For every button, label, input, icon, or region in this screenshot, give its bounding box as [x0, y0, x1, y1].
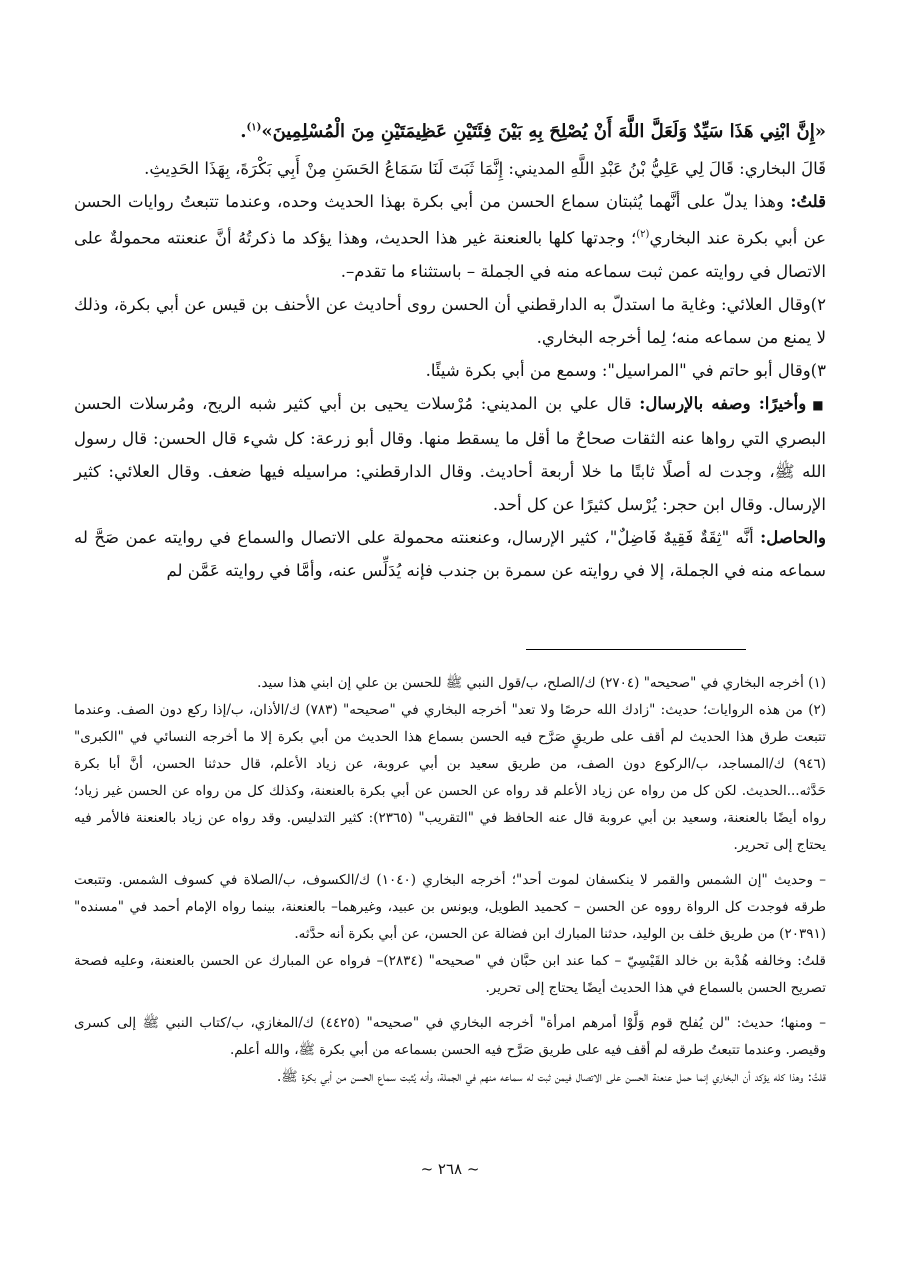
hadith-text: «إِنَّ ابْنِي هَذَا سَيِّدٌ وَلَعَلَّ اللَّهَ أَنْ يُصْلِحَ بِهِ بَيْنَ فِئَتَيْنِ عَظِيمَتَيْنِ مِنَ الْمُسْلِمِينَ» — [261, 121, 826, 142]
footnotes — [74, 670, 826, 1091]
main-text — [74, 108, 826, 587]
hadith-title: «إِنَّ ابْنِي هَذَا سَيِّدٌ وَلَعَلَّ اللَّهَ أَنْ يُصْلِحَ بِهِ بَيْنَ فِئَتَيْنِ عَظِيمَتَيْنِ مِنَ الْمُسْلِمِينَ»$^{(١)}$. — [240, 121, 826, 142]
paragraph-3: ٣)وقال أبو حاتم في "المراسيل": وسمع من أبي بكرة شيئًا. — [425, 360, 826, 380]
bullet-square-icon: ■ — [812, 397, 826, 412]
footnote-1: (١) أخرجه البخاري في "صحيحه" (٢٧٠٤) ك/الصلح، ب/قول النبي ﷺ للحسن بن علي إن ابني هذا سيد. — [257, 675, 826, 691]
footnote-2-b: – وحديث "إن الشمس والقمر لا ينكسفان لموت أحد"؛ أخرجه البخاري (١٠٤٠) ك/الكسوف، ب/الصلاة في كسوف الشمس. وتتبعت طرقه فوجدت كل الرواة رووه عن الحسن – كحميد الطويل، ويونس بن عبيد، وغيرهما– بالعنعنة، بينما رواه الإمام أحمد في "مسنده" (٢٠٣٩١) من طريق خلف بن الوليد، حدثنا المبارك ابن فضالة عن الحسن، عن أبي بكرة أنه حدَّثه. — [74, 872, 826, 942]
bukhari-quote: قَالَ البخاري: قَالَ لِي عَلِيُّ بْنُ عَبْدِ اللَّهِ المديني: إِنَّمَا ثَبَتَ لَنَا سَمَاعُ الحَسَنِ مِنْ أَبِي بَكْرَةَ، بِهَذَا الحَدِيثِ. — [144, 159, 826, 178]
p1-label: قلتُ: — [790, 192, 827, 211]
footnote-2-e: قلتُ: وهذا كله يؤكد أن البخاري إنما حمل عنعنة الحسن على الاتصال فيمن ثبت له سماعه منهم في الجملة، وأنه يُثبت سماع الحسن من أبي بكرة ﷺ. — [276, 1069, 826, 1085]
page-number: ~ ٢٦٨ ~ — [420, 1160, 480, 1178]
footnote-divider — [526, 649, 746, 650]
footnote-ref-2: (٢) — [636, 229, 650, 240]
p1-text-a: وهذا يدلّ على أنَّهما يُثبتان سماع الحسن من أبي بكرة بهذا الحديث وحده، وعندما تتبعتُ روايات الحسن عن أبي بكرة عند البخاري — [74, 192, 827, 248]
footnote-2: (٢) من هذه الروايات؛ حديث: "زادك الله حرصًا ولا تعد" أخرجه البخاري في "صحيحه" (٧٨٣) ك/الأذان، ب/إذا ركع دون الصف. وعندما تتبعت طرق هذا الحديث لم أقف على طريقٍ صَرَّح فيه الحسن بسماع هذا الحديث من أبي بكرة إلا ما أخرجه النسائي في "الكبرى" (٩٤٦) ك/المساجد، ب/الركوع دون الصف، من طريق سعيد بن أبي عروبة، عن زياد الأعلم، قال حدثنا الحسن، أنَّ أبا بكرة حَدَّثه...الحديث. لكن كل من رواه عن زياد الأعلم قد رواه عن الحسن عن أبي بكرة بالعنعنة، وكذلك كل من رواه عن الحسن غير زياد؛ رواه أيضًا بالعنعنة، وسعيد بن أبي عروبة قال عنه الحافظ في "التقريب" (٢٣٦٥): كثير التدليس. وقد رواه عن زياد بالعنعنة فالأمر فيه يحتاج إلى تحرير. — [74, 702, 827, 853]
p5-label: والحاصل: — [760, 527, 827, 547]
p5-text: أنَّه "ثِقَةٌ فَقِيهٌ فَاضِلٌ"، كثير الإرسال، وعنعنته محمولة على الاتصال والسماع في روايته عمن صَحَّ له سماعه منه في الجملة، إلا في روايته عن سمرة بن جندب فإنه يُدَلِّس عنه، وأمَّا في روايته عَمَّن لم — [74, 527, 826, 580]
footnote-2-c: قلتُ: وخالفه هُدْبة بن خالد القَيْسِيّ – كما عند ابن حبَّان في "صحيحه" (٢٨٣٤)– فرواه عن المبارك عن الحسن بالعنعنة، وعليه فصحة تصريح الحسن بالسماع في هذا الحديث أيضًا يحتاج إلى تحرير. — [74, 953, 826, 996]
paragraph-4 — [74, 387, 826, 521]
p4-label: وأخيرًا: وصفه بالإرسال: — [639, 393, 807, 413]
footnote-ref-1: (١) — [246, 122, 262, 133]
p1-text-b: ؛ وجدتها كلها بالعنعنة غير هذا الحديث، وهذا يؤكد ما ذكرتُهُ أنَّ عنعنته محمولةٌ على الاتصال في روايته عمن ثبت سماعه منه في الجملة – باستثناء ما تقدم–. — [74, 228, 826, 281]
p4-text: قال علي بن المديني: مُرْسلات يحيى بن أبي كثير شبه الريح، ومُرسلات الحسن البصري التي رواها عنه الثقات صحاحٌ ما أقل ما يسقط منها. وقال أبو زرعة: كل شيء قال الحسن: قال رسول الله ﷺ، وجدت له أصلًا ثابتًا ما خلا أربعة أحاديث. وقال الدارقطني: مراسيله فيها ضعف. وقال العلائي: كثير الإرسال. وقال ابن حجر: يُرْسل كثيرًا عن كل أحد. — [74, 393, 826, 514]
paragraph-1 — [74, 185, 826, 288]
paragraph-2: ٢)وقال العلائي: وغاية ما استدلّ به الدارقطني أن الحسن روى أحاديث عن الأحنف بن قيس عن أبي بكرة، وذلك لا يمنع من سماعه منه؛ لِما أخرجه البخاري. — [74, 294, 826, 347]
footnote-2-d: – ومنها؛ حديث: "لن يُفلح قوم وَلَّوْا أمرهم امرأة" أخرجه البخاري في "صحيحه" (٤٤٢٥) ك/المغازي، ب/كتاب النبي ﷺ إلى كسرى وقيصر. وعندما تتبعتُ طرقه لم أقف فيه على طريق صَرَّح فيه الحسن بسماعه من أبي بكرة ﷺ، والله أعلم. — [74, 1015, 826, 1058]
paragraph-5 — [74, 521, 826, 587]
